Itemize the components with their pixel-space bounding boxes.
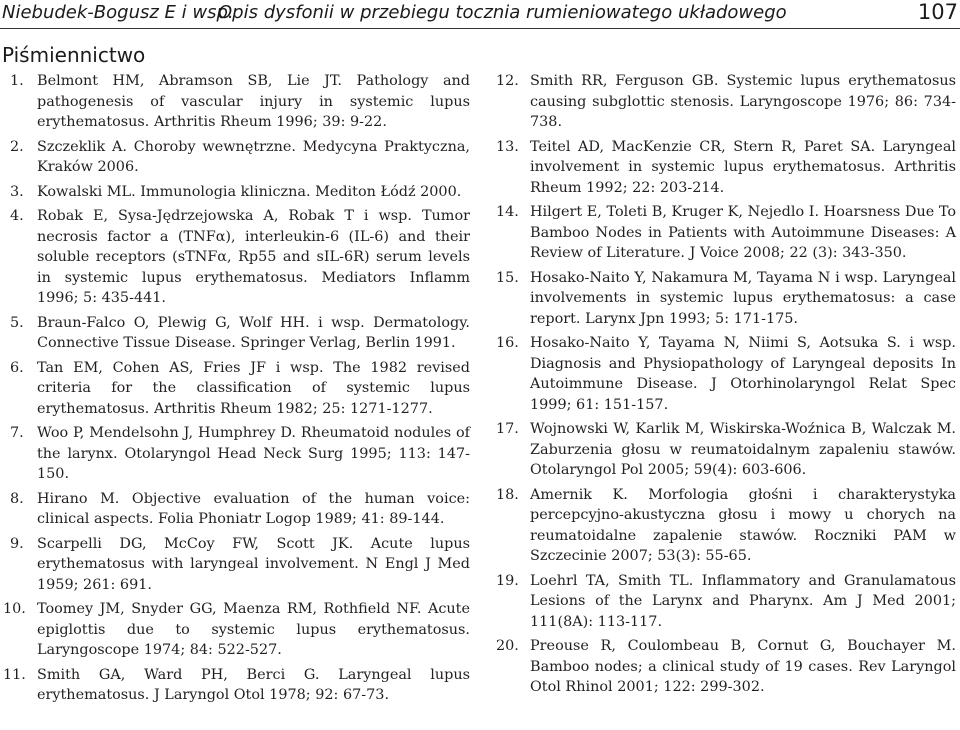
references-right-column xyxy=(496,71,956,698)
reference-item xyxy=(0,206,470,309)
reference-item xyxy=(0,599,470,661)
reference-number: 16. xyxy=(496,335,519,351)
reference-text: Braun-Falco O, Plewig G, Wolf HH. i wsp. Dermatology. Connective Tissue Disease. Springer Verlag, Berlin 1991. xyxy=(37,314,470,351)
reference-number: 1. xyxy=(10,73,24,89)
reference-text: Smith GA, Ward PH, Berci G. Laryngeal lupus erythematosus. J Laryngol Otol 1978; 92: 67-73. xyxy=(37,666,470,703)
reference-number: 4. xyxy=(10,208,24,224)
reference-text: Hosako-Naito Y, Tayama N, Niimi S, Aotsuka S. i wsp. Diagnosis and Physiopathology of Laryngeal deposits In Autoimmune Disease. J Otorhinolaryngol Relat Spec 1999; 61: 151-157. xyxy=(530,335,956,413)
reference-number: 17. xyxy=(496,421,519,437)
reference-text: Smith RR, Ferguson GB. Systemic lupus erythematosus causing subglottic stenosis. Laryngoscope 1976; 86: 734-738. xyxy=(530,73,956,130)
reference-text: Szczeklik A. Choroby wewnętrzne. Medycyna Praktyczna, Kraków 2006. xyxy=(37,138,470,175)
reference-number: 9. xyxy=(10,535,24,552)
reference-text: Scarpelli DG, McCoy FW, Scott JK. Acute lupus erythematosus with laryngeal involvement. N Engl J Med 1959; 261: 691. xyxy=(37,535,470,593)
reference-text: Tan EM, Cohen AS, Fries JF i wsp. The 1982 revised criteria for the classification of systemic lupus erythematosus. Arthritis Rheum 1982; 25: 1271-1277. xyxy=(37,359,470,417)
reference-text: Loehrl TA, Smith TL. Inflammatory and Granulamatous Lesions of the Larynx and Pharynx. Am J Med 2001; 111(8A): 113-117. xyxy=(530,572,956,630)
reference-item xyxy=(0,182,470,203)
reference-number: 10. xyxy=(3,601,26,617)
reference-text: Robak E, Sysa-Jędrzejowska A, Robak T i wsp. Tumor necrosis factor a (TNFα), interleukin-6 (IL-6) and their soluble receptors (sTNFα, Rp55 and sIL-6R) serum levels in systemic lupus erythematosus. Mediators Inflamm 1996; 5: 435-441. xyxy=(37,208,470,306)
reference-number: 13. xyxy=(496,138,519,155)
reference-text: Hosako-Naito Y, Nakamura M, Tayama N i wsp. Laryngeal involvements in systemic lupus erythematosus: a case report. Larynx Jpn 1993; 5: 171-175. xyxy=(530,269,956,327)
reference-item xyxy=(496,333,956,415)
reference-item xyxy=(496,202,956,264)
reference-text: Hilgert E, Toleti B, Kruger K, Nejedlo I. Hoarsness Due To Bamboo Nodes in Patients with Autoimmune Diseases: A Review of Literature. J Voice 2008; 22 (3): 343-350. xyxy=(530,204,956,261)
reference-text: Teitel AD, MacKenzie CR, Stern R, Paret SA. Laryngeal involvement in systemic lupus erythematosus. Arthritis Rheum 1992; 22: 203-214. xyxy=(530,138,956,196)
reference-item xyxy=(496,485,956,567)
reference-item xyxy=(0,71,470,133)
reference-number: 11. xyxy=(3,666,26,683)
reference-item xyxy=(0,313,470,354)
running-header xyxy=(0,0,960,29)
header-authors: Niebudek-Bogusz E i wsp. xyxy=(2,2,234,23)
page-number: 107 xyxy=(917,0,958,24)
reference-item xyxy=(0,534,470,596)
reference-number: 12. xyxy=(496,73,519,89)
reference-item xyxy=(496,571,956,633)
references-left-column xyxy=(0,71,470,706)
reference-text: Wojnowski W, Karlik M, Wiskirska-Woźnica B, Walczak M. Zaburzenia głosu w reumatoidalnym zapaleniu stawów. Otolaryngol Pol 2005; 59(4): 603-606. xyxy=(530,421,956,478)
reference-item xyxy=(0,489,470,530)
reference-text: Hirano M. Objective evaluation of the human voice: clinical aspects. Folia Phoniatr Logop 1989; 41: 89-144. xyxy=(37,490,470,527)
reference-number: 19. xyxy=(496,572,519,589)
reference-text: Amernik K. Morfologia głośni i charakterystyka percepcyjno-akustyczna głosu i mowy u chorych na reumatoidalne zapalenie stawów. Roczniki PAM w Szczecinie 2007; 53(3): 55-65. xyxy=(530,486,956,564)
reference-text: Woo P, Mendelsohn J, Humphrey D. Rheumatoid nodules of the larynx. Otolaryngol Head Neck Surg 1995; 113: 147-150. xyxy=(37,425,470,482)
reference-number: 20. xyxy=(496,638,519,654)
reference-text: Kowalski ML. Immunologia kliniczna. Mediton Łódź 2000. xyxy=(37,183,462,200)
reference-number: 6. xyxy=(10,359,24,376)
reference-item xyxy=(0,665,470,706)
reference-item xyxy=(0,423,470,485)
reference-item xyxy=(496,419,956,481)
reference-number: 7. xyxy=(10,425,24,441)
reference-item xyxy=(496,636,956,698)
reference-number: 14. xyxy=(496,204,519,220)
reference-number: 18. xyxy=(496,486,519,503)
reference-number: 5. xyxy=(10,314,24,331)
reference-text: Belmont HM, Abramson SB, Lie JT. Pathology and pathogenesis of vascular injury in systemic lupus erythematosus. Arthritis Rheum 1996; 39: 9-22. xyxy=(37,73,470,130)
section-heading: Piśmiennictwo xyxy=(2,43,146,67)
reference-number: 8. xyxy=(10,490,24,507)
reference-item xyxy=(0,358,470,420)
reference-item xyxy=(496,71,956,133)
reference-text: Toomey JM, Snyder GG, Maenza RM, Rothfield NF. Acute epiglottis due to systemic lupus erythematosus. Laryngoscope 1974; 84: 522-527. xyxy=(37,601,470,658)
reference-text: Preouse R, Coulombeau B, Cornut G, Bouchayer M. Bamboo nodes; a clinical study of 19 cases. Rev Laryngol Otol Rhinol 2001; 122: 299-302. xyxy=(530,638,956,695)
reference-number: 15. xyxy=(496,269,519,286)
header-title: Opis dysfonii w przebiegu tocznia rumieniowatego układowego xyxy=(218,2,787,23)
reference-number: 3. xyxy=(10,183,24,200)
reference-number: 2. xyxy=(10,138,24,155)
reference-item xyxy=(0,137,470,178)
reference-item xyxy=(496,137,956,199)
reference-item xyxy=(496,268,956,330)
